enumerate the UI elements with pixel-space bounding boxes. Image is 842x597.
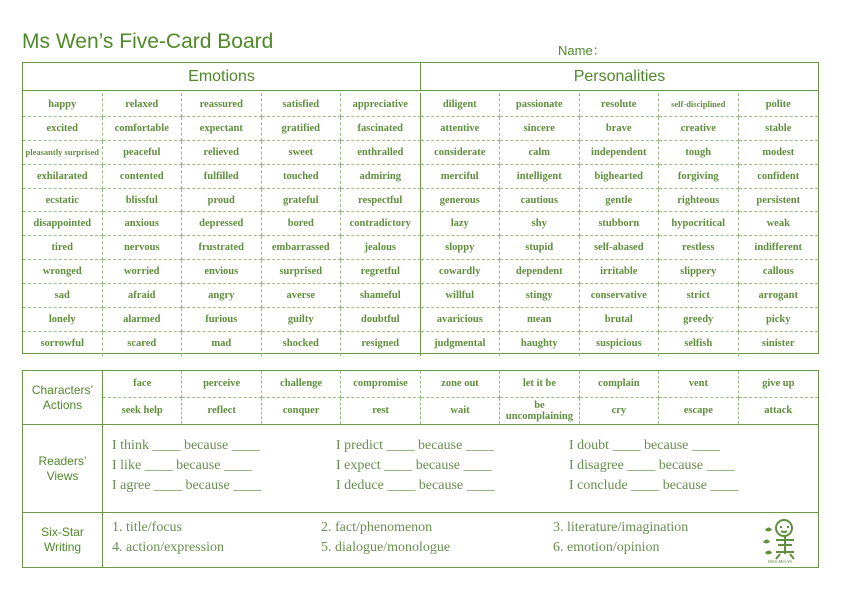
word-card: doubtful [341,308,421,332]
action-card: reflect [182,398,261,425]
word-card: disappointed [23,212,103,236]
word-card: dependent [500,260,580,284]
action-card: give up [739,371,818,398]
word-card: irritable [580,260,660,284]
word-card: peaceful [103,141,183,165]
word-card: polite [739,93,819,117]
word-card: sinister [761,338,795,350]
word-card: attentive [421,117,501,141]
word-card: diligent [421,93,501,117]
word-card: contented [103,165,183,189]
six-star-item: 1. title/focus [112,520,182,535]
word-card: contradictory [341,212,421,236]
view-phrase: I think ____ because ____ [112,438,260,453]
word-card: generous [421,189,501,213]
word-card: independent [580,141,660,165]
word-card: brutal [580,308,660,332]
word-card: persistent [739,189,819,213]
word-card: conservative [580,284,660,308]
word-card: embarrassed [262,236,342,260]
word-card: relaxed [103,93,183,117]
word-card: envious [182,260,262,284]
word-card: lazy [421,212,501,236]
word-card: fascinated [341,117,421,141]
word-card: surprised [262,260,342,284]
six-star-item: 3. literature/imagination [553,520,689,535]
word-card: shy [500,212,580,236]
word-card: angry [182,284,262,308]
word-card: jealous [341,236,421,260]
word-card: confident [739,165,819,189]
word-card: stubborn [580,212,660,236]
word-card: picky [739,308,819,332]
svg-text:Wen Mei Ye: Wen Mei Ye [768,559,792,564]
words-board [22,62,819,354]
word-card: modest [739,141,819,165]
word-card: grateful [262,189,342,213]
word-card: hypocritical [659,212,739,236]
view-phrase: I deduce ____ because ____ [336,478,495,493]
word-card: mean [500,308,580,332]
six-star-item: 5. dialogue/monologue [321,540,451,555]
word-card: resigned [341,332,421,356]
six-star-label: Six-Star Writing [23,513,103,567]
word-card: admiring [341,165,421,189]
word-card: creative [659,117,739,141]
word-card: intelligent [500,165,580,189]
word-card: suspicious [580,332,660,356]
word-card: sweet [262,141,342,165]
word-card: bored [262,212,342,236]
word-card: bighearted [580,165,660,189]
action-card: rest [341,398,420,425]
word-card: depressed [182,212,262,236]
action-card: perceive [182,371,261,398]
word-card: callous [739,260,819,284]
word-card: resolute [580,93,660,117]
word-card: respectful [341,189,421,213]
six-star-item: 6. emotion/opinion [553,540,660,555]
divider [23,512,818,513]
word-card: judgmental [421,332,501,356]
board-title: Ms Wen’s Five-Card Board [22,30,274,53]
action-card: let it be [500,371,579,398]
word-card: calm [500,141,580,165]
word-card: fulfilled [182,165,262,189]
view-phrase: I agree ____ because ____ [112,478,262,493]
action-card: wait [421,398,500,425]
action-card: face [103,371,182,398]
word-card: furious [182,308,262,332]
word-card: tough [659,141,739,165]
word-card: willful [421,284,501,308]
word-card: forgiving [659,165,739,189]
word-card: strict [659,284,739,308]
word-card: alarmed [103,308,183,332]
word-card: satisfied [262,93,342,117]
word-card: stingy [500,284,580,308]
view-phrase: I expect ____ because ____ [336,458,492,473]
word-card: happy [23,93,103,117]
word-card: slippery [659,260,739,284]
word-card: enthralled [341,141,421,165]
word-card: scared [103,332,183,356]
emotions-header: Emotions [23,63,421,91]
actions-label: Characters’ Actions [23,371,103,424]
word-card: cowardly [421,260,501,284]
word-card: self-disciplined [659,93,739,117]
word-card: regretful [341,260,421,284]
action-card: conquer [262,398,341,425]
action-card: zone out [421,371,500,398]
word-card: averse [262,284,342,308]
word-card: guilty [262,308,342,332]
word-card: shameful [341,284,421,308]
word-card: stupid [500,236,580,260]
view-phrase: I predict ____ because ____ [336,438,494,453]
word-card: pleasantly surprised [23,141,103,165]
word-card: sorrowful [23,332,103,356]
action-card: be uncomplaining [500,398,579,425]
word-card: gratified [262,117,342,141]
word-card: sad [23,284,103,308]
view-phrase: I disagree ____ because ____ [569,458,735,473]
word-card: comfortable [103,117,183,141]
word-card: indifferent [739,236,819,260]
action-card: cry [580,398,659,425]
word-card: afraid [103,284,183,308]
action-card: complain [580,371,659,398]
name-label: Name： [558,43,606,58]
word-card: passionate [500,93,580,117]
word-card: cautious [500,189,580,213]
divider [23,424,818,425]
word-card: sincere [500,117,580,141]
word-card: anxious [103,212,183,236]
word-card: lonely [23,308,103,332]
word-card: tired [23,236,103,260]
action-card: challenge [262,371,341,398]
word-card: stable [739,117,819,141]
view-phrase: I like ____ because ____ [112,458,252,473]
action-card: vent [659,371,738,398]
word-card: mad [182,332,262,356]
word-card: considerate [421,141,501,165]
word-card: merciful [421,165,501,189]
word-card: wronged [23,260,103,284]
word-card: righteous [659,189,739,213]
word-card: worried [103,260,183,284]
action-card: attack [764,405,793,417]
word-card: gentle [580,189,660,213]
word-card: ecstatic [23,189,103,213]
word-card: excited [23,117,103,141]
action-card: seek help [103,398,182,425]
word-card: exhilarated [23,165,103,189]
word-card: frustrated [182,236,262,260]
word-card: relieved [182,141,262,165]
logo-mark [760,516,800,564]
word-card: nervous [103,236,183,260]
action-card: compromise [341,371,420,398]
word-card: selfish [659,332,739,356]
word-card: expectant [182,117,262,141]
word-card: self-abased [580,236,660,260]
word-card: restless [659,236,739,260]
action-card: escape [659,398,738,425]
six-star-item: 4. action/expression [112,540,224,555]
word-card: weak [739,212,819,236]
word-card: shocked [262,332,342,356]
word-card: brave [580,117,660,141]
word-card: arrogant [739,284,819,308]
word-card: proud [182,189,262,213]
word-card: avaricious [421,308,501,332]
word-card: reassured [182,93,262,117]
word-card: blissful [103,189,183,213]
word-card: sloppy [421,236,501,260]
view-phrase: I doubt ____ because ____ [569,438,720,453]
word-grid [23,93,818,356]
six-star-item: 2. fact/phenomenon [321,520,433,535]
word-card: greedy [659,308,739,332]
actions-grid [103,371,818,424]
view-phrase: I conclude ____ because ____ [569,478,739,493]
word-card: touched [262,165,342,189]
views-label: Readers’ Views [23,425,103,512]
word-card: haughty [500,332,580,356]
word-card: appreciative [341,93,421,117]
personalities-header: Personalities [421,63,818,91]
